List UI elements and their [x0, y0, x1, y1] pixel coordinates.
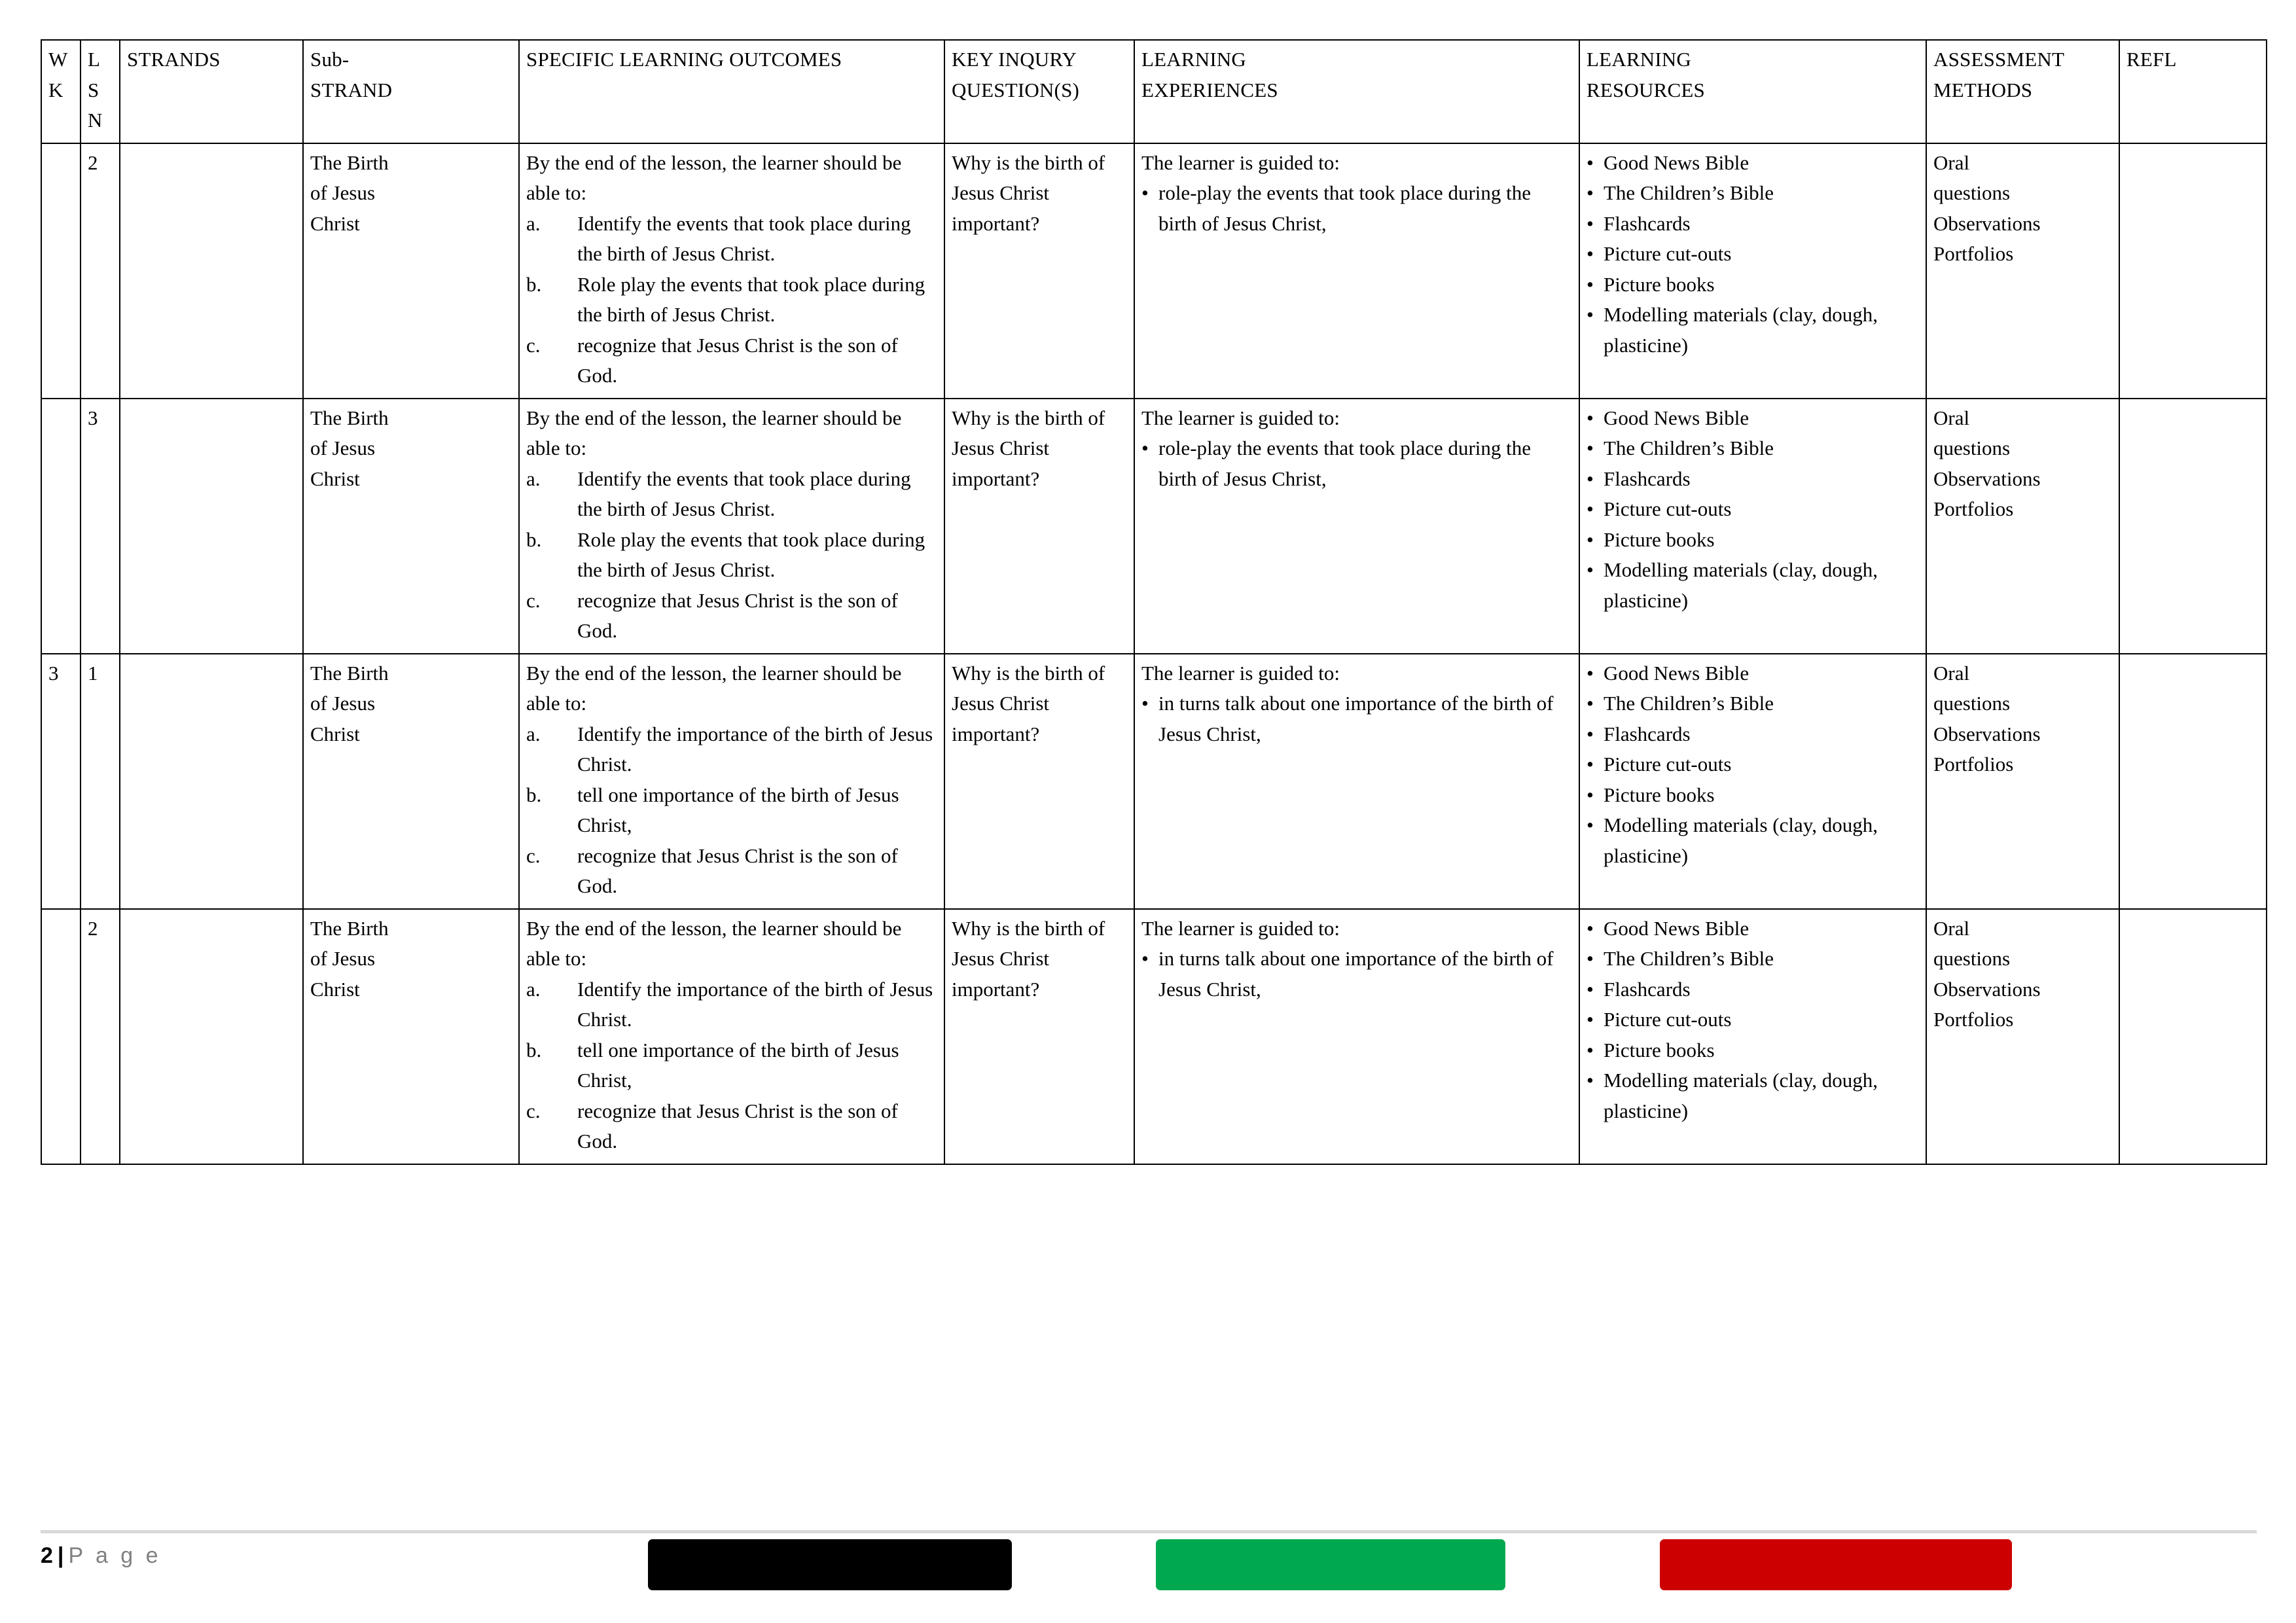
experience-item: • in turns talk about one importance of the birth of Jesus Christ,: [1141, 944, 1572, 1005]
cell-learning-resources: [1579, 909, 1926, 1164]
sub-strand-line: Christ: [310, 467, 360, 490]
outcome-item: a. Identify the events that took place during the birth of Jesus Christ.: [526, 464, 937, 525]
scheme-of-work-table: [41, 39, 2267, 1165]
outcomes-lead: By the end of the lesson, the learner should be able to:: [526, 916, 902, 970]
cell-assessment-methods: [1926, 654, 2119, 909]
sub-strand-line: The Birth: [310, 406, 389, 429]
resource-item: • Picture cut-outs: [1587, 239, 1919, 270]
resource-item: • Picture books: [1587, 270, 1919, 300]
sub-strand-line: Christ: [310, 211, 360, 235]
outcomes-list: [526, 974, 937, 1157]
resources-list: [1587, 403, 1919, 616]
sub-strand-line: The Birth: [310, 916, 389, 940]
resource-item: • Flashcards: [1587, 209, 1919, 240]
column-header-learning-resources: [1579, 40, 1926, 143]
resource-item: • Picture cut-outs: [1587, 1005, 1919, 1035]
cell-strands: [120, 143, 303, 399]
kiq-head-line-1: KEY INQURY: [952, 48, 1077, 71]
assessment-line: Observations: [1933, 977, 2041, 1001]
resource-item: • The Children’s Bible: [1587, 688, 1919, 719]
cell-sub-strand: [303, 909, 519, 1164]
cell-specific-learning-outcomes: [519, 654, 944, 909]
cell-sub-strand: [303, 654, 519, 909]
outcome-label: a.: [526, 467, 541, 490]
wk-head-line-1: W: [48, 48, 68, 71]
outcome-item: b. tell one importance of the birth of Jesus Christ,: [526, 780, 937, 841]
cell-lsn: 1: [81, 654, 120, 909]
outcome-label: c.: [526, 333, 541, 357]
cell-sub-strand: [303, 143, 519, 399]
cell-strands: [120, 909, 303, 1164]
red-bar: [1660, 1539, 2012, 1590]
assessment-line: Observations: [1933, 722, 2041, 745]
cell-strands: [120, 399, 303, 654]
table-row: [41, 654, 2267, 909]
cell-key-inquiry-question: Why is the birth of Jesus Christ important?: [944, 654, 1134, 909]
cell-lsn: 3: [81, 399, 120, 654]
experience-item: • in turns talk about one importance of the birth of Jesus Christ,: [1141, 688, 1572, 749]
cell-strands: [120, 654, 303, 909]
resource-item: • Flashcards: [1587, 974, 1919, 1005]
resource-item: • Good News Bible: [1587, 658, 1919, 689]
resource-item: • Modelling materials (clay, dough, plasticine): [1587, 1065, 1919, 1126]
header-row: [41, 40, 2267, 143]
assessment-line: questions: [1933, 437, 2011, 459]
column-header-key-inquiry-questions: [944, 40, 1134, 143]
outcome-item: b. Role play the events that took place during the birth of Jesus Christ.: [526, 525, 937, 586]
cell-learning-resources: [1579, 654, 1926, 909]
assm-head-line-1: ASSESSMENT: [1933, 48, 2065, 71]
experiences-lead: The learner is guided to:: [1141, 151, 1340, 174]
resource-item: • Picture cut-outs: [1587, 494, 1919, 525]
cell-specific-learning-outcomes: [519, 399, 944, 654]
cell-lsn: 2: [81, 909, 120, 1164]
assm-head-line-2: METHODS: [1933, 78, 2033, 101]
experience-item: • role-play the events that took place during the birth of Jesus Christ,: [1141, 433, 1572, 494]
experiences-list: [1141, 433, 1572, 494]
cell-key-inquiry-question: Why is the birth of Jesus Christ important?: [944, 143, 1134, 399]
assessment-line: Observations: [1933, 467, 2041, 490]
table-header: [41, 40, 2267, 143]
resources-list: [1587, 914, 1919, 1127]
outcome-label: a.: [526, 722, 541, 745]
sub-strand-line: Christ: [310, 977, 360, 1001]
resource-item: • The Children’s Bible: [1587, 944, 1919, 974]
outcomes-lead: By the end of the lesson, the learner should be able to:: [526, 406, 902, 459]
resource-item: • Picture books: [1587, 780, 1919, 811]
assessment-line: Portfolios: [1933, 1008, 2014, 1031]
column-header-refl: REFL: [2119, 40, 2267, 143]
assessment-line: Oral: [1933, 661, 1970, 685]
outcomes-list: [526, 209, 937, 391]
footer-divider: [41, 1530, 2257, 1533]
outcomes-list: [526, 464, 937, 647]
outcome-item: c. recognize that Jesus Christ is the son of God.: [526, 841, 937, 902]
assessment-line: Portfolios: [1933, 242, 2014, 265]
resource-item: • Flashcards: [1587, 719, 1919, 750]
outcome-item: c. recognize that Jesus Christ is the son of God.: [526, 1096, 937, 1157]
cell-assessment-methods: [1926, 399, 2119, 654]
cell-specific-learning-outcomes: [519, 909, 944, 1164]
cell-learning-resources: [1579, 143, 1926, 399]
outcome-label: a.: [526, 211, 541, 235]
cell-wk: [41, 143, 81, 399]
resource-item: • Picture books: [1587, 1035, 1919, 1066]
experiences-lead: The learner is guided to:: [1141, 916, 1340, 940]
table-body: [41, 143, 2267, 1164]
lsn-head-line-3: N: [88, 109, 103, 132]
column-header-assessment-methods: [1926, 40, 2119, 143]
assessment-line: Oral: [1933, 151, 1970, 174]
sub-strand-line: of Jesus: [310, 947, 376, 970]
table-row: [41, 399, 2267, 654]
column-header-strands: STRANDS: [120, 40, 303, 143]
experiences-list: [1141, 688, 1572, 749]
outcomes-list: [526, 719, 937, 902]
outcome-label: b.: [526, 527, 542, 551]
cell-refl: [2119, 399, 2267, 654]
column-header-lsn: [81, 40, 120, 143]
resource-item: • The Children’s Bible: [1587, 433, 1919, 464]
cell-learning-experiences: [1134, 654, 1579, 909]
cell-learning-experiences: [1134, 909, 1579, 1164]
outcome-item: c. recognize that Jesus Christ is the son of God.: [526, 330, 937, 391]
cell-key-inquiry-question: Why is the birth of Jesus Christ important?: [944, 909, 1134, 1164]
outcome-label: c.: [526, 588, 541, 612]
sub-strand-line: of Jesus: [310, 437, 376, 459]
assessment-line: Oral: [1933, 406, 1970, 429]
footer-page-number: 2: [41, 1543, 54, 1568]
column-header-sub-strand: [303, 40, 519, 143]
cell-wk: [41, 399, 81, 654]
assessment-line: Portfolios: [1933, 497, 2014, 520]
cell-assessment-methods: [1926, 143, 2119, 399]
resource-item: • Flashcards: [1587, 464, 1919, 495]
sub-strand-line: of Jesus: [310, 692, 376, 715]
outcome-label: c.: [526, 1099, 541, 1122]
resource-item: • Modelling materials (clay, dough, plasticine): [1587, 555, 1919, 616]
lsn-head-line-2: S: [88, 78, 99, 101]
footer-separator: |: [57, 1543, 65, 1568]
outcome-item: a. Identify the events that took place during the birth of Jesus Christ.: [526, 209, 937, 270]
cell-refl: [2119, 654, 2267, 909]
outcomes-lead: By the end of the lesson, the learner should be able to:: [526, 661, 902, 715]
column-header-specific-learning-outcomes: SPECIFIC LEARNING OUTCOMES: [519, 40, 944, 143]
cell-key-inquiry-question: Why is the birth of Jesus Christ important?: [944, 399, 1134, 654]
outcome-item: b. tell one importance of the birth of Jesus Christ,: [526, 1035, 937, 1096]
cell-refl: [2119, 909, 2267, 1164]
lres-head-line-1: LEARNING: [1587, 48, 1692, 71]
column-header-learning-experiences: [1134, 40, 1579, 143]
assessment-line: questions: [1933, 692, 2011, 715]
outcome-label: b.: [526, 272, 542, 296]
lsn-head-line-1: L: [88, 48, 101, 71]
sub-strand-line: The Birth: [310, 151, 389, 174]
outcomes-lead: By the end of the lesson, the learner should be able to:: [526, 151, 902, 204]
outcome-item: a. Identify the importance of the birth of Jesus Christ.: [526, 974, 937, 1035]
outcome-label: c.: [526, 844, 541, 867]
lex-head-line-2: EXPERIENCES: [1141, 78, 1278, 101]
cell-specific-learning-outcomes: [519, 143, 944, 399]
resource-item: • The Children’s Bible: [1587, 178, 1919, 209]
resource-item: • Good News Bible: [1587, 914, 1919, 944]
cell-learning-resources: [1579, 399, 1926, 654]
assessment-line: questions: [1933, 181, 2011, 204]
sub-strand-line: Christ: [310, 722, 360, 745]
assessment-line: questions: [1933, 947, 2011, 970]
resource-item: • Modelling materials (clay, dough, plasticine): [1587, 300, 1919, 361]
cell-lsn: 2: [81, 143, 120, 399]
resources-list: [1587, 148, 1919, 361]
resource-item: • Good News Bible: [1587, 148, 1919, 179]
sub-strand-line: The Birth: [310, 661, 389, 685]
outcome-label: a.: [526, 977, 541, 1001]
black-bar: [648, 1539, 1012, 1590]
sub-strand-head-line-1: Sub-: [310, 48, 350, 71]
assessment-line: Observations: [1933, 211, 2041, 235]
outcome-label: b.: [526, 783, 542, 806]
cell-wk: [41, 909, 81, 1164]
sub-strand-line: of Jesus: [310, 181, 376, 204]
footer-page-indicator: [41, 1543, 162, 1569]
column-header-wk: [41, 40, 81, 143]
cell-learning-experiences: [1134, 143, 1579, 399]
outcome-item: a. Identify the importance of the birth of Jesus Christ.: [526, 719, 937, 780]
kiq-head-line-2: QUESTION(S): [952, 78, 1080, 101]
experience-item: • role-play the events that took place during the birth of Jesus Christ,: [1141, 178, 1572, 239]
cell-assessment-methods: [1926, 909, 2119, 1164]
experiences-list: [1141, 178, 1572, 239]
sub-strand-head-line-2: STRAND: [310, 78, 393, 101]
assessment-line: Portfolios: [1933, 753, 2014, 776]
footer-page-label: P a g e: [68, 1543, 162, 1568]
cell-sub-strand: [303, 399, 519, 654]
experiences-lead: The learner is guided to:: [1141, 406, 1340, 429]
resource-item: • Good News Bible: [1587, 403, 1919, 434]
table-row: [41, 909, 2267, 1164]
experiences-lead: The learner is guided to:: [1141, 661, 1340, 685]
outcome-item: b. Role play the events that took place during the birth of Jesus Christ.: [526, 270, 937, 330]
resource-item: • Picture books: [1587, 525, 1919, 556]
green-bar: [1156, 1539, 1505, 1590]
wk-head-line-2: K: [48, 78, 63, 101]
table-row: [41, 143, 2267, 399]
lres-head-line-2: RESOURCES: [1587, 78, 1705, 101]
outcome-item: c. recognize that Jesus Christ is the son of God.: [526, 586, 937, 647]
cell-learning-experiences: [1134, 399, 1579, 654]
assessment-line: Oral: [1933, 916, 1970, 940]
cell-wk: 3: [41, 654, 81, 909]
outcome-label: b.: [526, 1038, 542, 1061]
resource-item: • Modelling materials (clay, dough, plasticine): [1587, 810, 1919, 871]
resource-item: • Picture cut-outs: [1587, 749, 1919, 780]
resources-list: [1587, 658, 1919, 872]
experiences-list: [1141, 944, 1572, 1005]
lex-head-line-1: LEARNING: [1141, 48, 1247, 71]
cell-refl: [2119, 143, 2267, 399]
